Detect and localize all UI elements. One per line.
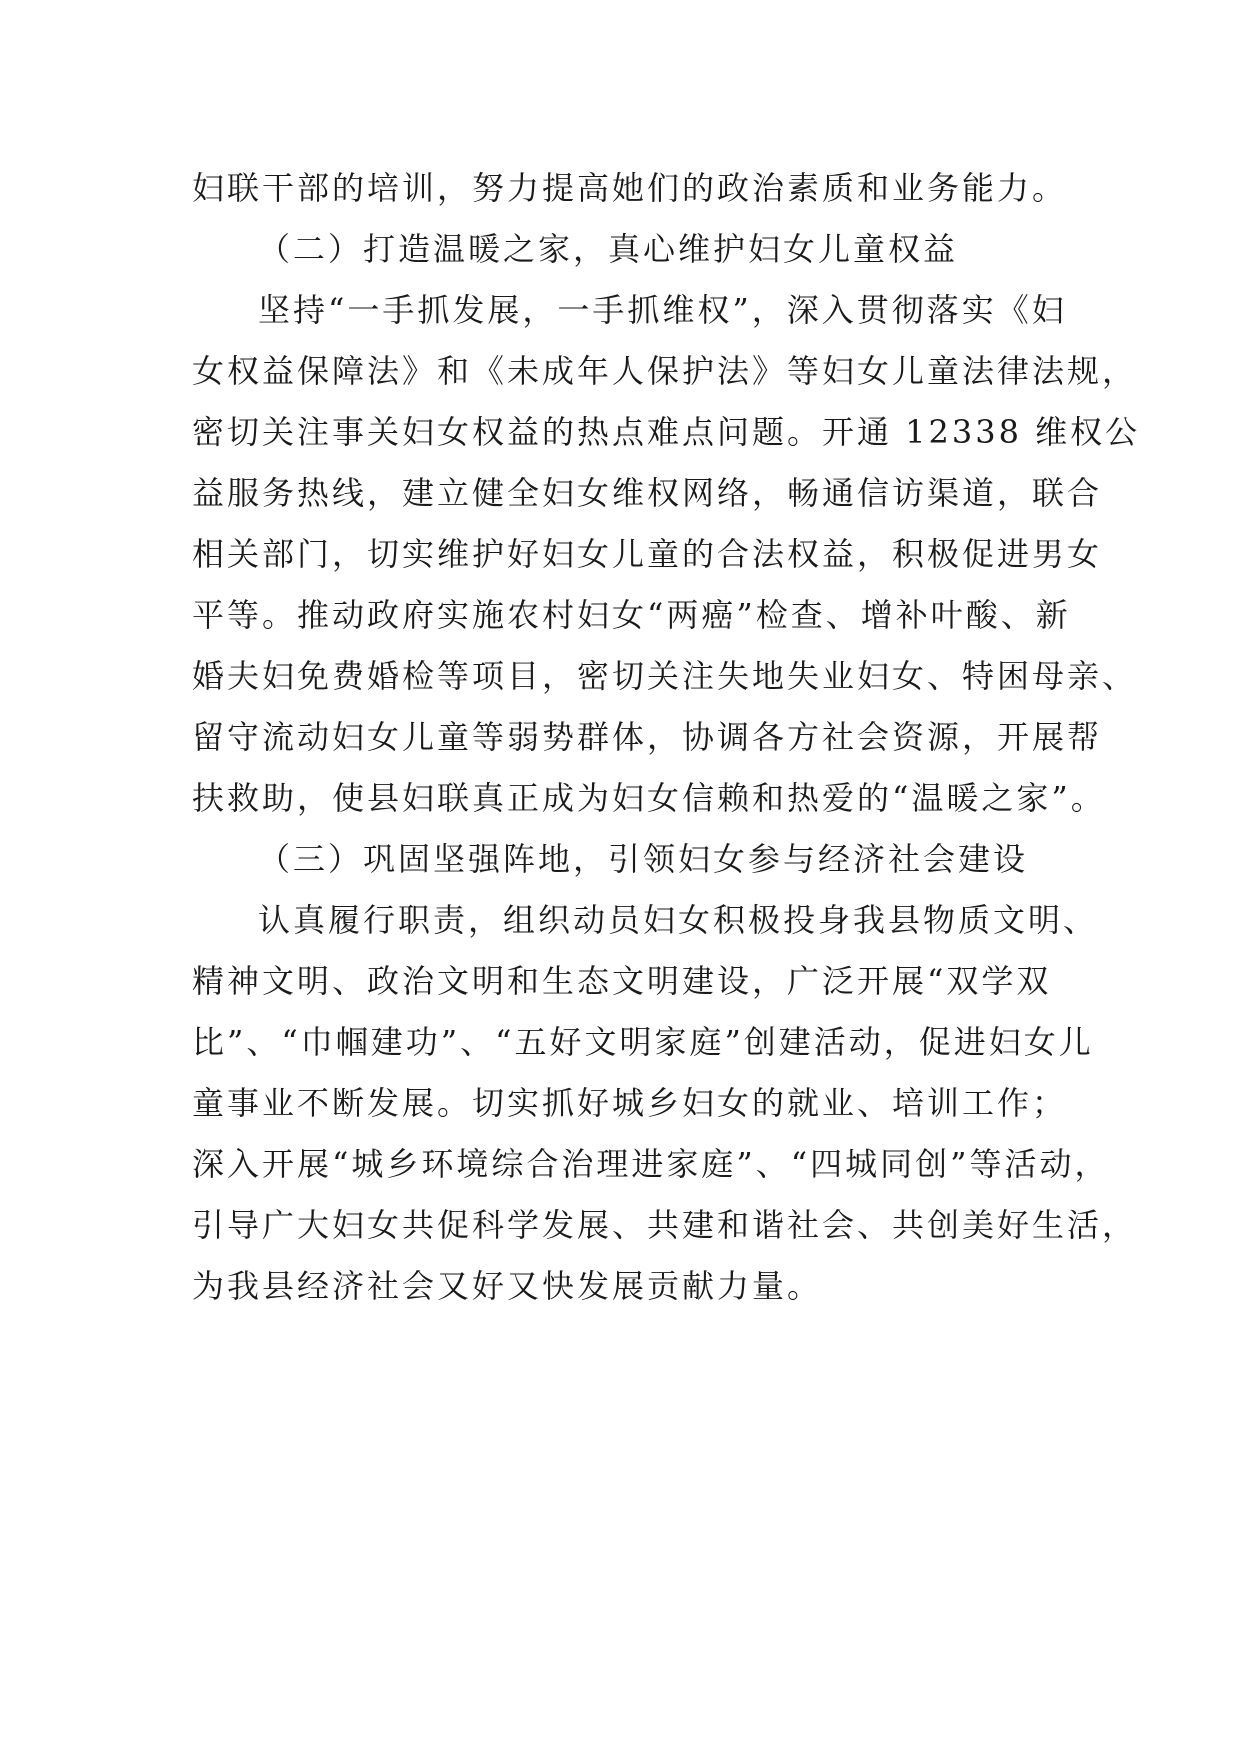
body-line: 婚夫妇免费婚检等项目，密切关注失地失业妇女、特困母亲、 <box>192 657 1138 695</box>
body-line: 精神文明、政治文明和生态文明建设，广泛开展“双学双 <box>192 962 1052 1000</box>
paragraph-start: 坚持“一手抓发展，一手抓维权”，深入贯彻落实《妇 <box>258 291 1067 329</box>
body-line: 留守流动妇女儿童等弱势群体，协调各方社会资源，开展帮 <box>192 718 1103 756</box>
body-line: 扶救助，使县妇联真正成为妇女信赖和热爱的“温暖之家”。 <box>192 779 1106 817</box>
body-line: 比”、“巾帼建功”、“五好文明家庭”创建活动，促进妇女儿 <box>192 1023 1094 1061</box>
body-line: 益服务热线，建立健全妇女维权网络，畅通信访渠道，联合 <box>192 474 1103 512</box>
body-line: 引导广大妇女共促科学发展、共建和谐社会、共创美好生活， <box>192 1206 1138 1244</box>
body-line: 女权益保障法》和《未成年人保护法》等妇女儿童法律法规， <box>192 352 1138 390</box>
section-heading-2: （二）打造温暖之家，真心维护妇女儿童权益 <box>258 230 959 268</box>
paragraph-start: 认真履行职责，组织动员妇女积极投身我县物质文明、 <box>258 901 1099 939</box>
body-line: 密切关注事关妇女权益的热点难点问题。开通 12338 维权公 <box>192 413 1141 451</box>
document-body <box>192 158 1141 1317</box>
body-line: 妇联干部的培训，努力提高她们的政治素质和业务能力。 <box>192 169 1068 207</box>
body-line: 深入开展“城乡环境综合治理进家庭”、“四城同创”等活动， <box>192 1145 1110 1183</box>
body-line: 童事业不断发展。切实抓好城乡妇女的就业、培训工作； <box>192 1084 1068 1122</box>
body-line: 相关部门，切实维护好妇女儿童的合法权益，积极促进男女 <box>192 535 1103 573</box>
section-heading-3: （三）巩固坚强阵地，引领妇女参与经济社会建设 <box>258 840 1029 878</box>
body-line: 平等。推动政府实施农村妇女“两癌”检查、增补叶酸、新 <box>192 596 1071 634</box>
body-line: 为我县经济社会又好又快发展贡献力量。 <box>192 1267 823 1305</box>
